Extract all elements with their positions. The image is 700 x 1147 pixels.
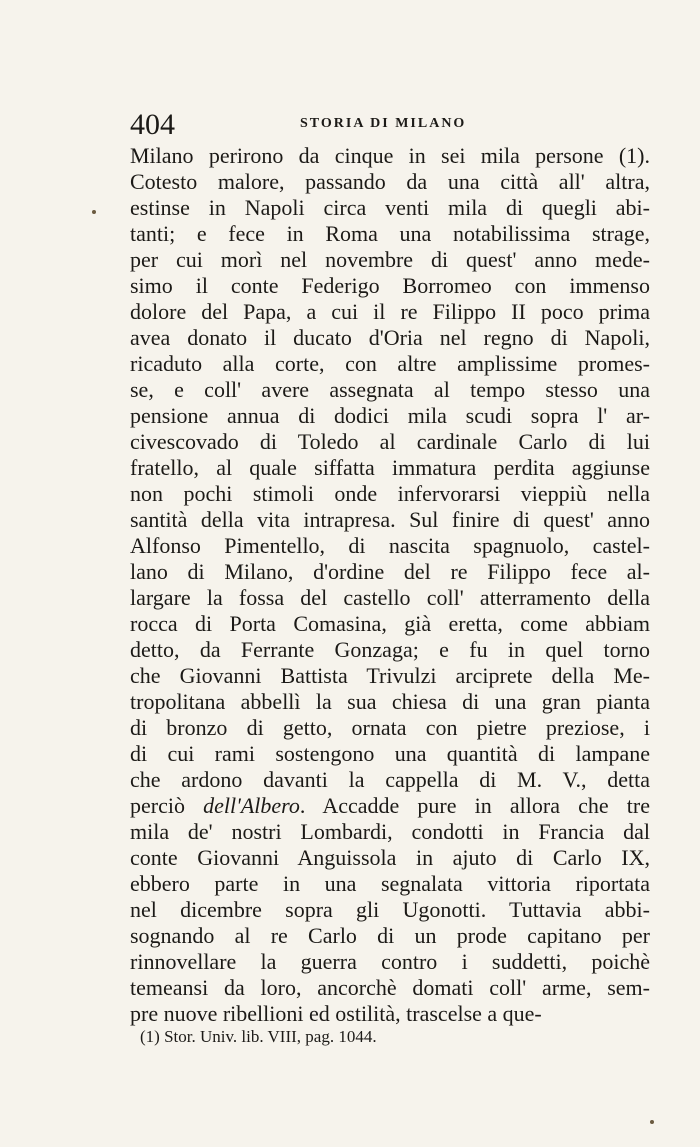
footnote: (1) Stor. Univ. lib. VIII, pag. 1044. (140, 1027, 377, 1046)
text-line: di bronzo di getto, ornata con pietre preziose, i (130, 715, 650, 740)
body-text (130, 143, 650, 1027)
paper-speck (92, 210, 96, 214)
text-line: detto, da Ferrante Gonzaga; e fu in quel torno (130, 637, 650, 662)
text-line: ebbero parte in una segnalata vittoria riportata (130, 871, 650, 896)
text-line: temeansi da loro, ancorchè domati coll' arme, sem- (130, 975, 650, 1000)
text-line: ricaduto alla corte, con altre amplissime promes- (130, 351, 650, 376)
text-line: pensione annua di dodici mila scudi sopra l' ar- (130, 403, 650, 428)
text-line: tropolitana abbellì la sua chiesa di una gran pianta (130, 689, 650, 714)
text-line: rinnovellare la guerra contro i suddetti, poichè (130, 949, 650, 974)
text-line: di cui rami sostengono una quantità di lampane (130, 741, 650, 766)
text-line: rocca di Porta Comasina, già eretta, come abbiam (130, 611, 650, 636)
page-header (130, 108, 650, 142)
text-line: civescovado di Toledo al cardinale Carlo di lui (130, 429, 650, 454)
text-line: Cotesto malore, passando da una città all' altra, (130, 169, 650, 194)
text-line: tanti; e fece in Roma una notabilissima strage, (130, 221, 650, 246)
text-line: sognando al re Carlo di un prode capitano per (130, 923, 650, 948)
text-line: mila de' nostri Lombardi, condotti in Francia dal (130, 819, 650, 844)
text-line: fratello, al quale siffatta immatura perdita aggiunse (130, 455, 650, 480)
text-line: avea donato il ducato d'Oria nel regno di Napoli, (130, 325, 650, 350)
text-line: per cui morì nel novembre di quest' anno mede- (130, 247, 650, 272)
text-line: Alfonso Pimentello, di nascita spagnuolo, castel- (130, 533, 650, 558)
text-line: che ardono davanti la cappella di M. V., detta (130, 767, 650, 792)
text-line: largare la fossa del castello coll' atterramento della (130, 585, 650, 610)
text-line: santità della vita intrapresa. Sul finire di quest' anno (130, 507, 650, 532)
italic-term: dell'Albero (203, 793, 300, 818)
paper-speck (650, 1120, 654, 1124)
text-line: dolore del Papa, a cui il re Filippo II poco prima (130, 299, 650, 324)
text-line: lano di Milano, d'ordine del re Filippo fece al- (130, 559, 650, 584)
text-line: non pochi stimoli onde infervorarsi vieppiù nella (130, 481, 650, 506)
text-line: se, e coll' avere assegnata al tempo stesso una (130, 377, 650, 402)
text-line: estinse in Napoli circa venti mila di quegli abi- (130, 195, 650, 220)
text-line: perciò dell'Albero. Accadde pure in allora che tre (130, 793, 651, 818)
running-title: STORIA DI MILANO (300, 116, 467, 131)
text-line: pre nuove ribellioni ed ostilità, trascelse a que- (130, 1001, 542, 1026)
text-line: conte Giovanni Anguissola in ajuto di Carlo IX, (130, 845, 650, 870)
text-line: nel dicembre sopra gli Ugonotti. Tuttavia abbi- (130, 897, 650, 922)
page-number: 404 (130, 108, 175, 141)
text-line: simo il conte Federigo Borromeo con immenso (130, 273, 650, 298)
text-line: che Giovanni Battista Trivulzi arciprete della Me- (130, 663, 650, 688)
text-line: Milano perirono da cinque in sei mila persone (1). (130, 143, 650, 168)
